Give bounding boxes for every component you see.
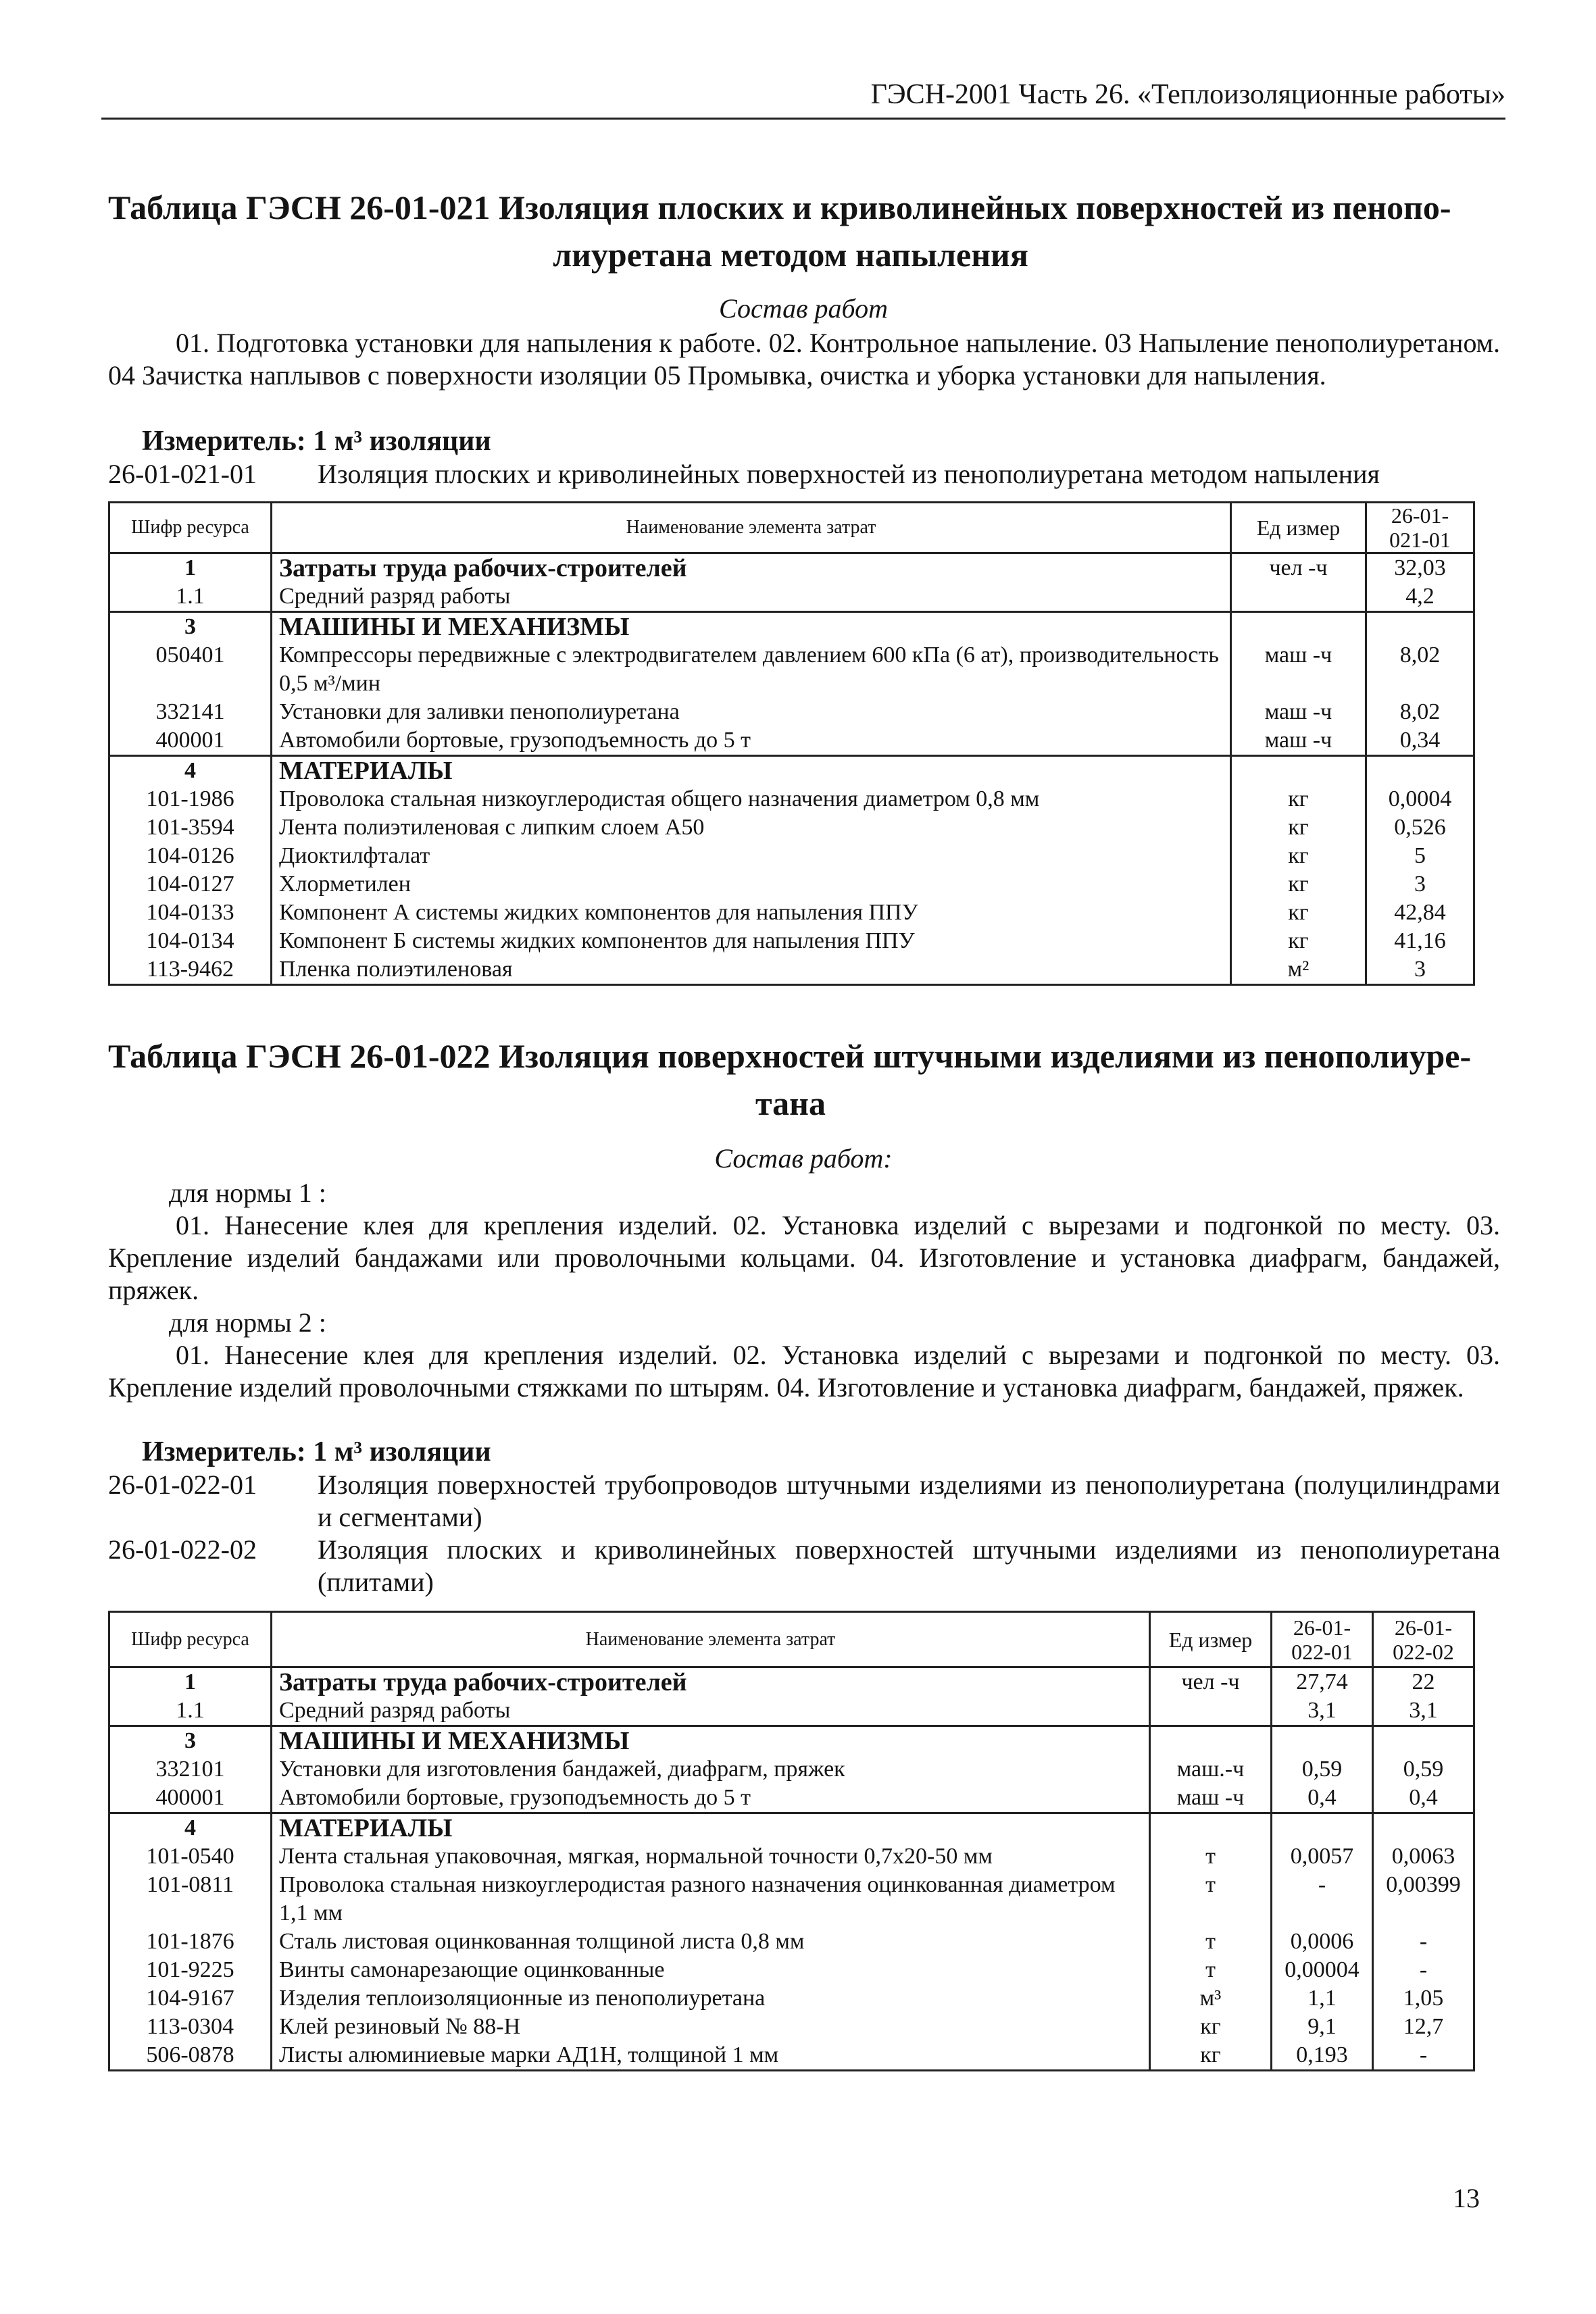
cell-v1: 8,02 [1366, 698, 1474, 726]
table1-resources [108, 501, 1475, 986]
table-row [109, 756, 1474, 786]
table-row [109, 1928, 1474, 1956]
cell-unit: т [1150, 1842, 1272, 1871]
cell-name: Средний разряд работы [272, 582, 1231, 612]
cell-v2: 3,1 [1373, 1696, 1474, 1726]
cell-name: МАТЕРИАЛЫ [272, 756, 1231, 786]
table-row [109, 870, 1474, 899]
table2-norm2-code: 26-01-022-02 [108, 1534, 257, 1565]
cell-code: 104-0126 [109, 842, 272, 870]
cell-v1: 8,02 [1366, 641, 1474, 698]
table-row [109, 1784, 1474, 1813]
cell-v2: 22 [1373, 1667, 1474, 1697]
cell-v1: 0,59 [1272, 1755, 1373, 1784]
table-row [109, 1813, 1474, 1843]
table-row [109, 612, 1474, 642]
table-row [109, 842, 1474, 870]
table2-body [109, 1667, 1474, 2071]
table2-norm2 [108, 1534, 1500, 1599]
table2-title-line1: Таблица ГЭСН 26-01-022 Изоляция поверхностей штучными изделиями из пенополиуре- [108, 1037, 1472, 1075]
table2-norm2-text: Изоляция плоских и криволинейных поверхностей штучными изделиями из пенополиуретана (плитами) [318, 1534, 1500, 1597]
table1-header-name: Наименование элемента затрат [272, 503, 1231, 553]
cell-unit: кг [1231, 813, 1366, 842]
cell-name: Пленка полиэтиленовая [272, 955, 1231, 985]
table-row [109, 1956, 1474, 1984]
cell-v2: 0,59 [1373, 1755, 1474, 1784]
table-row [109, 1984, 1474, 2013]
table-row [109, 813, 1474, 842]
cell-code: 104-0134 [109, 927, 272, 955]
cell-code: 400001 [109, 1784, 272, 1813]
cell-unit: т [1150, 1928, 1272, 1956]
table2-norm1 [108, 1469, 1500, 1534]
table1-header-norm: 26-01-021-01 [1366, 503, 1474, 553]
cell-v2: 12,7 [1373, 2013, 1474, 2041]
cell-unit: кг [1231, 842, 1366, 870]
cell-name: Изделия теплоизоляционные из пенополиуретана [272, 1984, 1150, 2013]
cell-code: 101-1876 [109, 1928, 272, 1956]
page-number: 13 [1453, 2183, 1480, 2213]
cell-name: Автомобили бортовые, грузоподъемность до 5 т [272, 1784, 1150, 1813]
table-row [109, 582, 1474, 612]
cell-name: МАШИНЫ И МЕХАНИЗМЫ [272, 612, 1231, 642]
cell-code: 4 [109, 756, 272, 786]
cell-code: 104-0127 [109, 870, 272, 899]
cell-v2: - [1373, 1956, 1474, 1984]
cell-name: Клей резиновый № 88-Н [272, 2013, 1150, 2041]
table2-for-norm1: для нормы 1 : [169, 1178, 326, 1208]
table-row [109, 553, 1474, 583]
cell-name: МАШИНЫ И МЕХАНИЗМЫ [272, 1726, 1150, 1756]
table-row [109, 641, 1474, 698]
table2-norm1-text: Изоляция поверхностей трубопроводов штучными изделиями из пенополиуретана (полуцилиндрами и сегментами) [318, 1469, 1500, 1532]
table1-work-composition: 01. Подготовка установки для напыления к работе. 02. Контрольное напыление. 03 Напыление пенополиуретаном. 04 Зачистка наплывов с поверхности изоляции 05 Промывка, очистка и уборка установки для напыления. [108, 328, 1500, 391]
cell-unit: маш -ч [1231, 726, 1366, 756]
cell-unit: маш -ч [1231, 698, 1366, 726]
table2-for-norm2: для нормы 2 : [169, 1307, 326, 1338]
table-row [109, 698, 1474, 726]
cell-name: Хлорметилен [272, 870, 1231, 899]
cell-unit: маш.-ч [1150, 1755, 1272, 1784]
cell-v1: 1,1 [1272, 1984, 1373, 2013]
cell-code: 506-0878 [109, 2041, 272, 2071]
cell-name: Компрессоры передвижные с электродвигателем давлением 600 кПа (6 ат), производительность 0,5 м³/мин [272, 641, 1231, 698]
table2-title-line2: тана [755, 1084, 826, 1122]
cell-unit: кг [1150, 2041, 1272, 2071]
table1-title [108, 184, 1473, 278]
cell-name: Листы алюминиевые марки АД1Н, толщиной 1 мм [272, 2041, 1150, 2071]
cell-code: 3 [109, 612, 272, 642]
cell-code: 4 [109, 1813, 272, 1843]
cell-code: 3 [109, 1726, 272, 1756]
cell-v1 [1366, 612, 1474, 642]
cell-code: 101-1986 [109, 785, 272, 813]
cell-v1: 0,4 [1272, 1784, 1373, 1813]
cell-name: Компонент А системы жидких компонентов для напыления ППУ [272, 899, 1231, 927]
cell-unit: маш -ч [1150, 1784, 1272, 1813]
table2-header-code: Шифр ресурса [109, 1612, 272, 1667]
cell-v1 [1272, 1813, 1373, 1843]
cell-v1: - [1272, 1871, 1373, 1928]
cell-unit [1231, 756, 1366, 786]
cell-code: 1 [109, 553, 272, 583]
table1-sostav-heading: Состав работ [719, 293, 888, 324]
table1-norm [108, 458, 1500, 491]
cell-name: Установки для изготовления бандажей, диафрагм, пряжек [272, 1755, 1150, 1784]
cell-unit: кг [1231, 870, 1366, 899]
cell-unit: м² [1231, 955, 1366, 985]
cell-v2: - [1373, 2041, 1474, 2071]
cell-name: Лента стальная упаковочная, мягкая, нормальной точности 0,7x20-50 мм [272, 1842, 1150, 1871]
table2-resources [108, 1611, 1475, 2071]
cell-name: Установки для заливки пенополиуретана [272, 698, 1231, 726]
cell-code: 113-0304 [109, 2013, 272, 2041]
cell-name: Сталь листовая оцинкованная толщиной листа 0,8 мм [272, 1928, 1150, 1956]
cell-code: 104-0133 [109, 899, 272, 927]
table1-body [109, 553, 1474, 985]
table-row [109, 1667, 1474, 1697]
cell-name: Винты самонарезающие оцинкованные [272, 1956, 1150, 1984]
cell-name: Затраты труда рабочих-строителей [272, 553, 1231, 583]
cell-v1: 0,00004 [1272, 1956, 1373, 1984]
cell-name: Лента полиэтиленовая с липким слоем А50 [272, 813, 1231, 842]
table2-sostav-heading: Состав работ: [714, 1143, 893, 1174]
cell-v1: 42,84 [1366, 899, 1474, 927]
cell-code: 1.1 [109, 1696, 272, 1726]
cell-code: 113-9462 [109, 955, 272, 985]
cell-v2: 1,05 [1373, 1984, 1474, 2013]
cell-v1: 0,34 [1366, 726, 1474, 756]
cell-unit: кг [1231, 785, 1366, 813]
table1-title-line2: лиуретана методом напыления [553, 236, 1028, 274]
cell-unit: т [1150, 1871, 1272, 1928]
cell-v1: 3 [1366, 870, 1474, 899]
cell-v1: 5 [1366, 842, 1474, 870]
header-rule [101, 118, 1505, 120]
cell-v2: 0,00399 [1373, 1871, 1474, 1928]
cell-name: Компонент Б системы жидких компонентов для напыления ППУ [272, 927, 1231, 955]
table-row [109, 1871, 1474, 1928]
table2-norm1-code: 26-01-022-01 [108, 1469, 257, 1500]
table1-title-line1: Таблица ГЭСН 26-01-021 Изоляция плоских и криволинейных поверхностей из пенопо- [108, 188, 1451, 226]
cell-unit: м³ [1150, 1984, 1272, 2013]
cell-v2: 0,0063 [1373, 1842, 1474, 1871]
cell-v1 [1272, 1726, 1373, 1756]
cell-v2: 0,4 [1373, 1784, 1474, 1813]
cell-code: 050401 [109, 641, 272, 698]
table1-header-unit: Ед измер [1231, 503, 1366, 553]
table-row [109, 955, 1474, 985]
cell-code: 332101 [109, 1755, 272, 1784]
cell-name: Средний разряд работы [272, 1696, 1150, 1726]
cell-code: 101-9225 [109, 1956, 272, 1984]
cell-unit: маш -ч [1231, 641, 1366, 698]
cell-code: 104-9167 [109, 1984, 272, 2013]
cell-code: 101-0540 [109, 1842, 272, 1871]
table-row [109, 899, 1474, 927]
cell-code: 1 [109, 1667, 272, 1697]
table-row [109, 785, 1474, 813]
cell-v2 [1373, 1726, 1474, 1756]
table2-work-norm2: 01. Нанесение клея для крепления изделий. 02. Установка изделий с вырезами и подгонкой по месту. 03. Крепление изделий проволочными стяжками по штырям. 04. Изготовление и установка диафрагм, бандажей, пряжек. [108, 1340, 1500, 1403]
cell-unit: кг [1150, 2013, 1272, 2041]
cell-v1: 0,0004 [1366, 785, 1474, 813]
cell-name: Автомобили бортовые, грузоподъемность до 5 т [272, 726, 1231, 756]
table-row [109, 1696, 1474, 1726]
cell-v1: 3,1 [1272, 1696, 1373, 1726]
table2-header-unit: Ед измер [1150, 1612, 1272, 1667]
cell-unit: кг [1231, 927, 1366, 955]
cell-unit [1231, 612, 1366, 642]
table2-header-name: Наименование элемента затрат [272, 1612, 1150, 1667]
cell-name: Затраты труда рабочих-строителей [272, 1667, 1150, 1697]
table1-meter: Измеритель: 1 м³ изоляции [142, 426, 491, 457]
cell-v1: 0,0006 [1272, 1928, 1373, 1956]
cell-v1: 41,16 [1366, 927, 1474, 955]
table2-title [108, 1032, 1473, 1127]
cell-name: Диоктилфталат [272, 842, 1231, 870]
cell-code: 101-3594 [109, 813, 272, 842]
cell-code: 332141 [109, 698, 272, 726]
cell-unit: кг [1231, 899, 1366, 927]
running-head: ГЭСН-2001 Часть 26. «Теплоизоляционные работы» [870, 79, 1505, 110]
cell-code: 1.1 [109, 582, 272, 612]
table2-work-norm1: 01. Нанесение клея для крепления изделий. 02. Установка изделий с вырезами и подгонкой по месту. 03. Крепление изделий бандажами или проволочными кольцами. 04. Изготовление и установка диафрагм, бандажей, пряжек. [108, 1210, 1500, 1305]
table1-norm-code: 26-01-021-01 [108, 459, 257, 489]
table-row [109, 2013, 1474, 2041]
cell-unit [1150, 1696, 1272, 1726]
table2-header-norm2: 26-01-022-02 [1373, 1612, 1474, 1667]
cell-v2: - [1373, 1928, 1474, 1956]
table-row [109, 1726, 1474, 1756]
table1-header-code: Шифр ресурса [109, 503, 272, 553]
cell-unit [1150, 1813, 1272, 1843]
table-row [109, 1755, 1474, 1784]
table-row [109, 2041, 1474, 2071]
cell-v1: 0,0057 [1272, 1842, 1373, 1871]
cell-v1: 32,03 [1366, 553, 1474, 583]
cell-v1 [1366, 756, 1474, 786]
cell-v1: 3 [1366, 955, 1474, 985]
cell-name: Проволока стальная низкоуглеродистая общего назначения диаметром 0,8 мм [272, 785, 1231, 813]
table-row [109, 726, 1474, 756]
table2-meter: Измеритель: 1 м³ изоляции [142, 1436, 491, 1467]
cell-v1: 9,1 [1272, 2013, 1373, 2041]
cell-name: Проволока стальная низкоуглеродистая разного назначения оцинкованная диаметром 1,1 мм [272, 1871, 1150, 1928]
cell-v1: 0,526 [1366, 813, 1474, 842]
cell-unit: т [1150, 1956, 1272, 1984]
cell-v2 [1373, 1813, 1474, 1843]
cell-v1: 4,2 [1366, 582, 1474, 612]
cell-v1: 27,74 [1272, 1667, 1373, 1697]
cell-code: 400001 [109, 726, 272, 756]
table-row [109, 927, 1474, 955]
cell-unit: чел -ч [1150, 1667, 1272, 1697]
cell-name: МАТЕРИАЛЫ [272, 1813, 1150, 1843]
table-row [109, 1842, 1474, 1871]
cell-unit: чел -ч [1231, 553, 1366, 583]
table1-norm-text: Изоляция плоских и криволинейных поверхностей из пенополиуретана методом напыления [318, 459, 1380, 489]
table2-header-norm1: 26-01-022-01 [1272, 1612, 1373, 1667]
cell-unit [1231, 582, 1366, 612]
cell-code: 101-0811 [109, 1871, 272, 1928]
cell-v1: 0,193 [1272, 2041, 1373, 2071]
cell-unit [1150, 1726, 1272, 1756]
